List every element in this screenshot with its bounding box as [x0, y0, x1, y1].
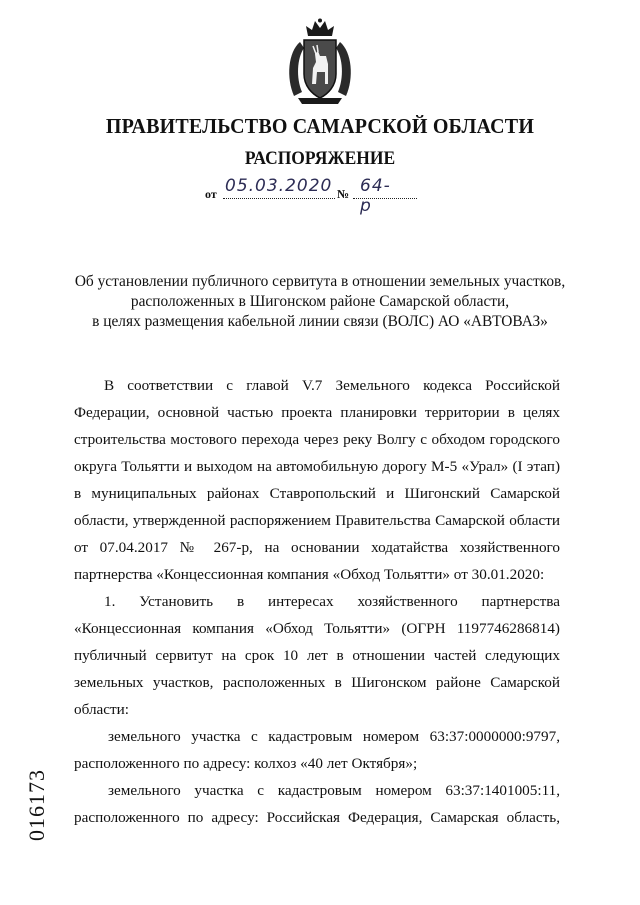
- item-line: земельных участков, расположенных в Шигонском районе Самарской: [74, 674, 560, 691]
- preamble-line: округа Тольятти и выходом на автомобильную дорогу М-5 «Урал» (I этап): [74, 458, 560, 475]
- organization-title: ПРАВИТЕЛЬСТВО САМАРСКОЙ ОБЛАСТИ: [105, 114, 535, 138]
- item-line: публичный сервитут на срок 10 лет в отношении частей следующих: [74, 647, 560, 664]
- preamble-line: В соответствии с главой V.7 Земельного кодекса Российской: [104, 377, 560, 394]
- document-subject: [60, 272, 580, 332]
- item-line: «Концессионная компания «Обход Тольятти» (ОГРН 1197746286814): [74, 620, 560, 637]
- item-line: 1. Установить в интересах хозяйственного партнерства: [104, 593, 560, 610]
- date-label: от: [205, 187, 217, 201]
- coat-of-arms-emblem: [282, 18, 358, 108]
- preamble-line: от 07.04.2017 № 267-р, на основании ходатайства хозяйственного: [74, 539, 560, 556]
- preamble-line: области, утвержденной распоряжением Правительства Самарской области: [74, 512, 560, 529]
- preamble-line: Федерации, основной частью проекта планировки территории в целях: [74, 404, 560, 421]
- subject-line: Об установлении публичного сервитута в отношении земельных участков,: [74, 273, 566, 290]
- parcel-line: расположенного по адресу: Российская Федерация, Самарская область,: [74, 809, 560, 826]
- margin-serial-text: 016173: [24, 769, 49, 841]
- date-underline: [223, 198, 335, 199]
- parcel-line: земельного участка с кадастровым номером 63:37:0000000:9797,: [108, 728, 560, 745]
- item-line: области:: [74, 701, 129, 718]
- preamble-line: в муниципальных районах Ставропольский и Шигонский Самарской: [74, 485, 560, 502]
- number-label: №: [337, 187, 350, 201]
- preamble-line: строительства мостового перехода через реку Волгу с обходом городского: [74, 431, 560, 448]
- date-value: 05.03.2020: [225, 176, 333, 196]
- margin-serial-code: [26, 750, 48, 860]
- subject-line: в целях размещения кабельной линии связи (ВОЛС) АО «АВТОВАЗ»: [92, 313, 548, 330]
- parcel-line: расположенного по адресу: колхоз «40 лет Октября»;: [74, 755, 418, 772]
- parcel-line: земельного участка с кадастровым номером 63:37:1401005:11,: [108, 782, 560, 799]
- preamble-line: партнерства «Концессионная компания «Обход Тольятти» от 30.01.2020:: [74, 566, 545, 583]
- document-type-heading: РАСПОРЯЖЕНИЕ: [244, 148, 396, 169]
- subject-line: расположенных в Шигонском районе Самарской области,: [130, 293, 510, 310]
- number-value: 64-р: [360, 176, 391, 216]
